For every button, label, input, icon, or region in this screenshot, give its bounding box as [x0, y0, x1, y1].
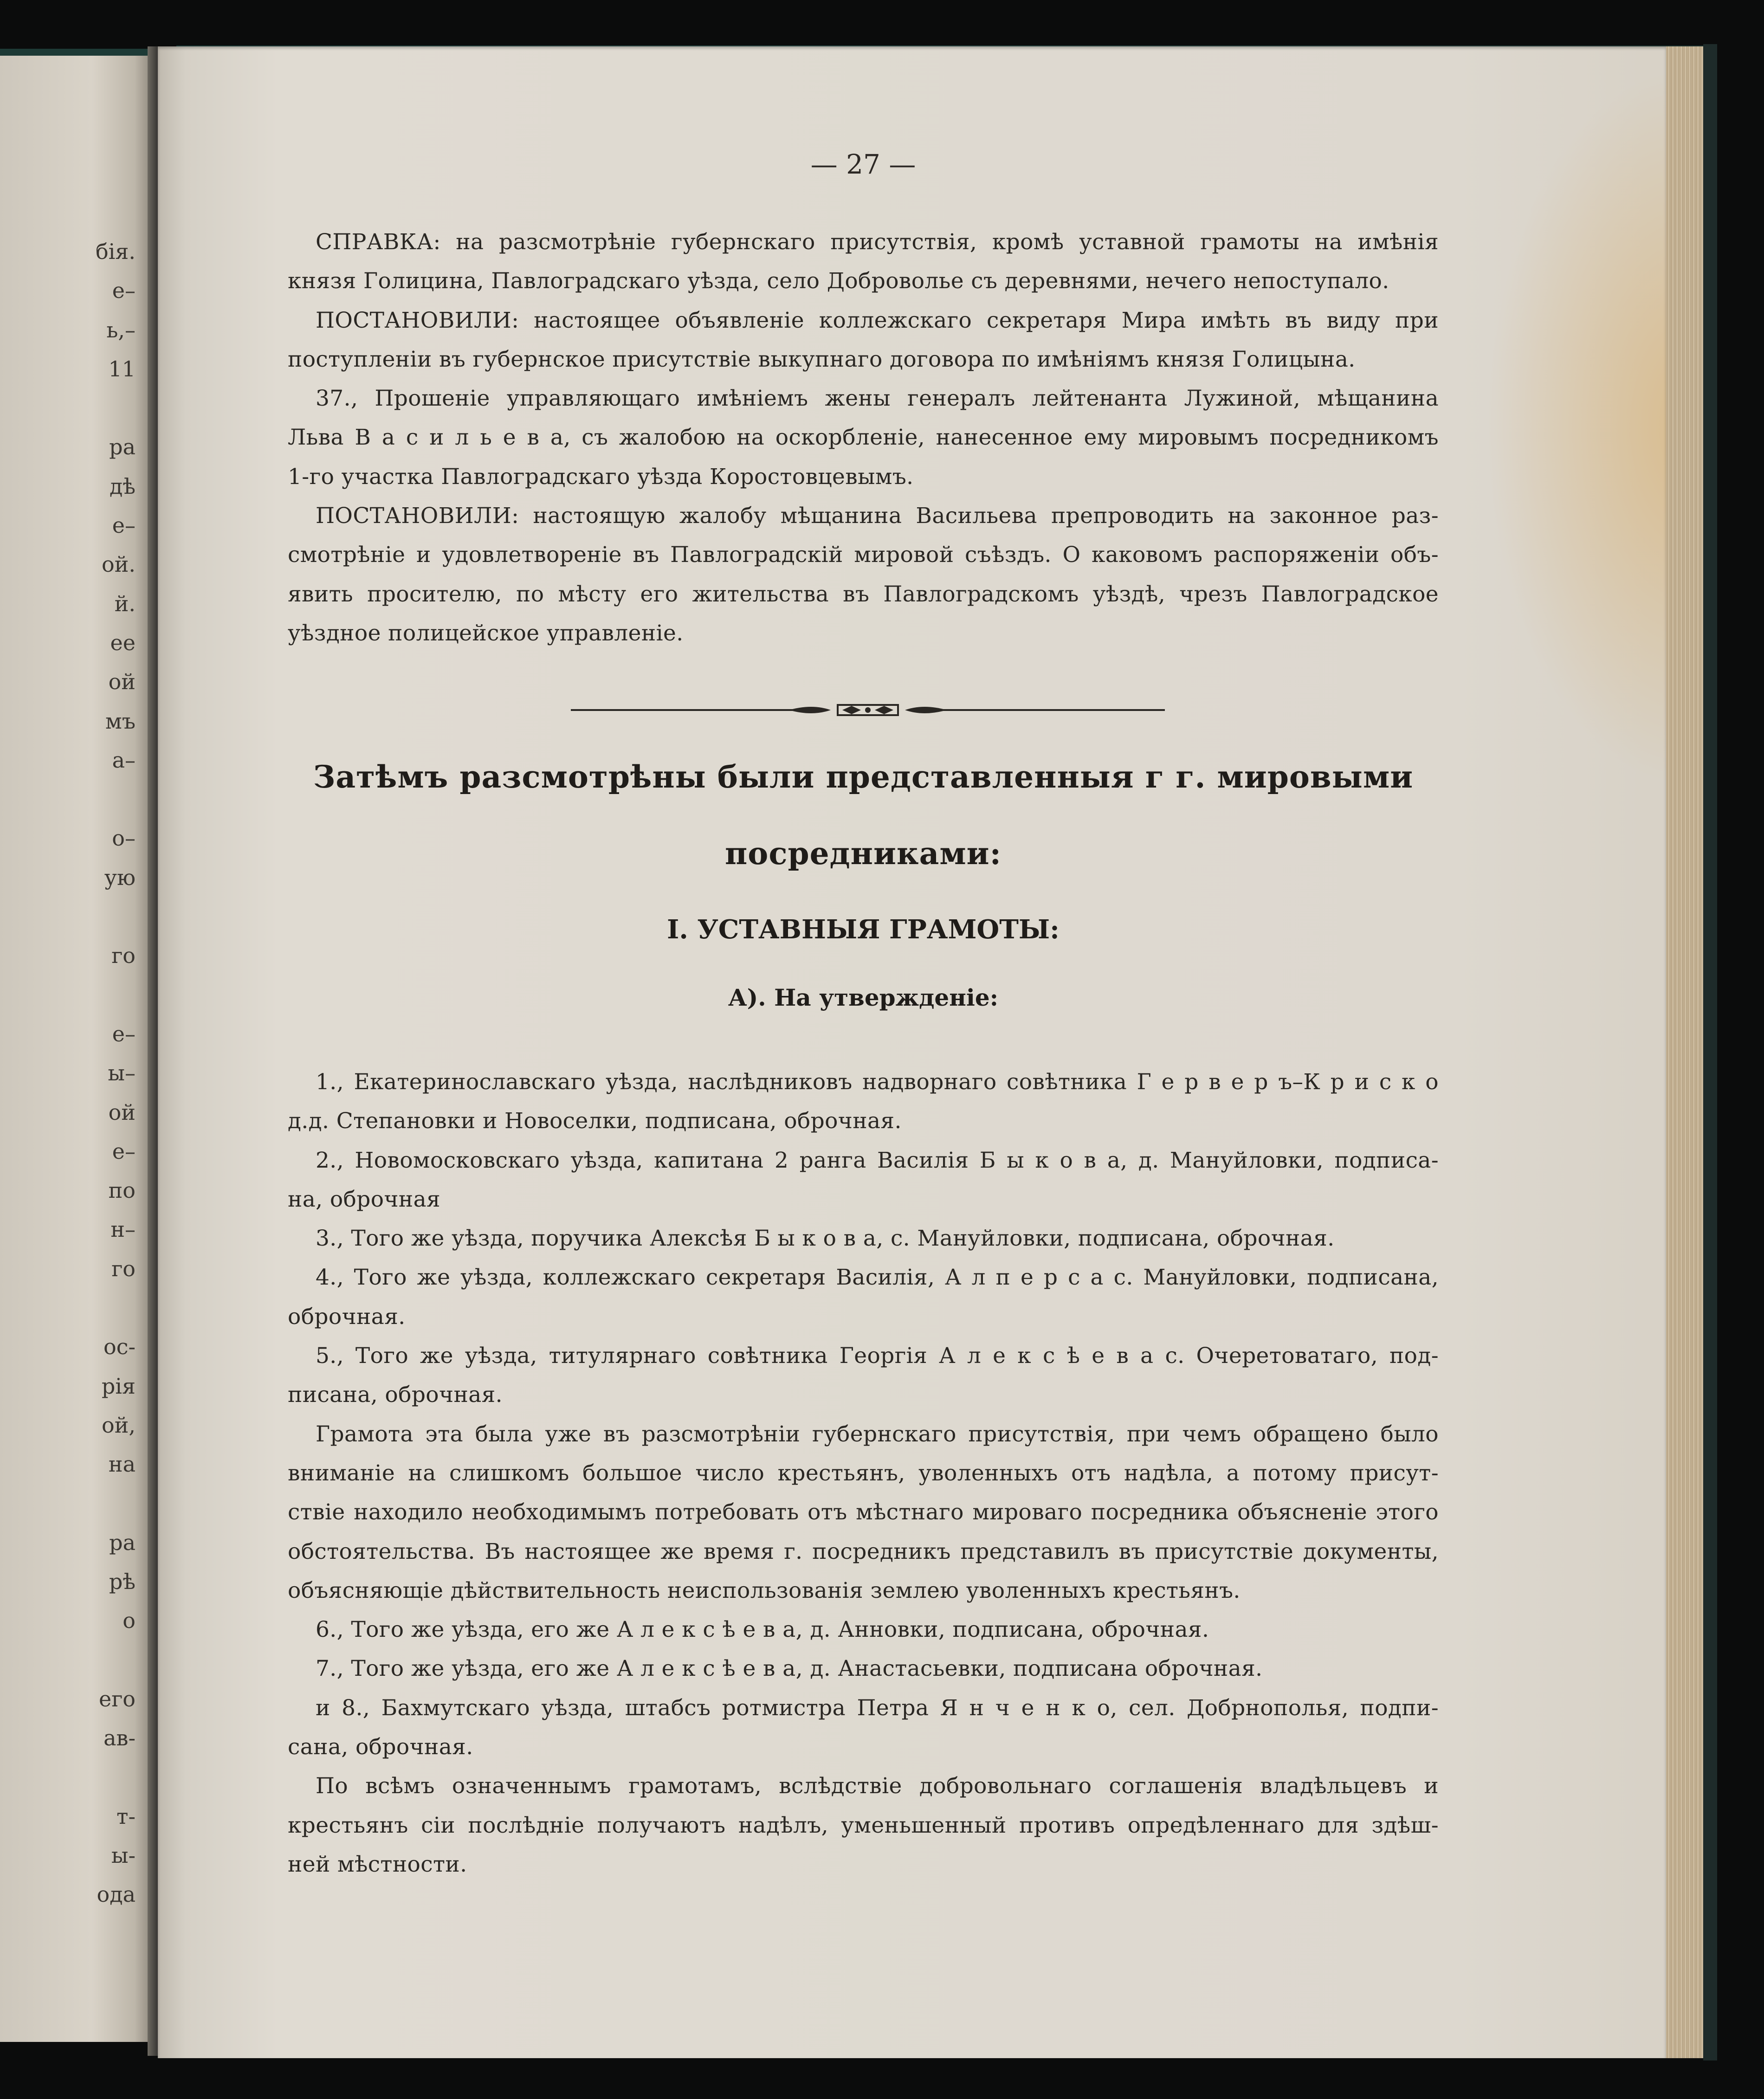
text-line: и 8., Бахмутскаго уѣзда, штабсъ ротмистра Петра Я н ч е н к о, сел. Добрнополья, подпи-: [316, 1695, 1439, 1721]
facing-page-fragment: е–: [112, 1021, 136, 1046]
facing-page-fragment: [0, 975, 139, 1014]
charter-entry: [288, 1337, 1439, 1415]
heading-section: I. УСТАВНЫЯ ГРАМОТЫ:: [667, 914, 1060, 945]
text-line: 6., Того же уѣзда, его же А л е к с ѣ е в а, д. Анновки, подписана, оброчная.: [316, 1617, 1209, 1643]
facing-page-fragment: е–: [112, 1138, 136, 1164]
text-line: оброчная.: [288, 1304, 406, 1330]
charter-entry: [288, 1219, 1439, 1258]
text-line: Льва В а с и л ь е в а, съ жалобою на оскорбленіе, нанесенное ему мировымъ посредникомъ: [288, 425, 1439, 451]
text-line: князя Голицина, Павлоградскаго уѣзда, село Доброволье съ деревнями, нечего непоступало.: [288, 268, 1389, 294]
facing-page-fragment: ой,: [102, 1412, 136, 1438]
charter-entry: [288, 1415, 1439, 1610]
text-line: уѣздное полицейское управленіе.: [288, 620, 684, 646]
facing-page-fragment: е–: [112, 513, 136, 538]
facing-page-fragment: ее: [110, 630, 136, 655]
facing-page-fragment: е–: [112, 278, 136, 304]
facing-page-fragment: [0, 388, 139, 427]
facing-page-fragment: [0, 780, 139, 819]
paragraph-postanovili-1: [288, 301, 1439, 380]
facing-page-fragment: а–: [112, 747, 136, 773]
facing-page-fragment: ы–: [108, 1060, 136, 1086]
text-line: По всѣмъ означеннымъ грамотамъ, вслѣдствіе добровольнаго соглашенія владѣльцевъ и: [316, 1773, 1439, 1799]
facing-page-fragment: 11: [108, 356, 136, 381]
text-line: 37., Прошеніе управляющаго имѣніемъ жены генералъ лейтенанта Лужиной, мѣщанина: [316, 386, 1439, 412]
text-line: сана, оброчная.: [288, 1734, 473, 1760]
charter-entry: [288, 1610, 1439, 1649]
charter-entry: [288, 1689, 1439, 1767]
facing-page-fragment: [0, 1484, 139, 1523]
text-line: 7., Того же уѣзда, его же А л е к с ѣ е в а, д. Анастасьевки, подписана оброчная.: [316, 1656, 1263, 1682]
page-block-edges: [1666, 46, 1703, 2058]
text-line: д.д. Степановки и Новоселки, подписана, оброчная.: [288, 1108, 902, 1134]
facing-page-fragment: ав-: [103, 1725, 136, 1751]
charter-entry: [288, 1649, 1439, 1688]
facing-page-fragment: ра: [109, 1530, 136, 1555]
cover-board-edge: [1703, 44, 1717, 2060]
facing-page-fragment: го: [111, 1256, 136, 1281]
facing-page-fragment: т-: [116, 1803, 136, 1829]
facing-page-fragment: й.: [114, 591, 136, 616]
paragraph-petition-37: [288, 379, 1439, 497]
text-line: 4., Того же уѣзда, коллежскаго секретаря Василія, А л п е р с а с. Мануйловки, подписана,: [316, 1265, 1439, 1291]
facing-page-fragment: [0, 1758, 139, 1797]
facing-page-fragment: ой.: [102, 552, 136, 577]
facing-page-fragment: ода: [97, 1882, 136, 1907]
text-line: 1-го участка Павлоградскаго уѣзда Коростовцевымъ.: [288, 464, 914, 490]
charter-entry: [288, 1141, 1439, 1220]
text-line: 5., Того же уѣзда, титулярнаго совѣтника Георгія А л е к с ѣ е в а с. Очеретоватаго, под-: [316, 1343, 1439, 1369]
charter-entry: [288, 1258, 1439, 1337]
facing-page-fragment: н–: [110, 1217, 136, 1242]
facing-page-fragment: его: [98, 1686, 136, 1711]
text-line: ней мѣстности.: [288, 1851, 467, 1877]
text-line: вниманіе на слишкомъ большое число крестьянъ, уволенныхъ отъ надѣла, а потому присут-: [288, 1460, 1439, 1486]
text-line: Грамота эта была уже въ разсмотрѣніи губернскаго присутствія, при чемъ обращено было: [316, 1421, 1439, 1447]
facing-page-fragment: о: [123, 1608, 136, 1634]
text-line: смотрѣніе и удовлетвореніе въ Павлоградскій мировой съѣздъ. О каковомъ распоряженіи объ-: [288, 542, 1439, 568]
facing-page-fragment: рѣ: [109, 1569, 136, 1595]
charters-list: [288, 1063, 1439, 1884]
facing-page-fragment: [0, 1288, 139, 1327]
heading-subsection: А). На утвержденіе:: [728, 984, 999, 1011]
facing-page-fragment: ы-: [111, 1843, 136, 1868]
text-line: 3., Того же уѣзда, поручика Алексѣя Б ы к о в а, с. Мануйловки, подписана, оброчная.: [316, 1226, 1335, 1252]
facing-page-fragment: ой: [108, 669, 136, 695]
charter-entry: [288, 1767, 1439, 1884]
text-line: поступленіи въ губернское присутствіе выкупнаго договора по имѣніямъ князя Голицына.: [288, 346, 1356, 372]
facing-page-fragment: ра: [109, 434, 136, 460]
facing-page-fragment: [0, 1640, 139, 1679]
text-line: 1., Екатеринославскаго уѣзда, наслѣдниковъ надворнаго совѣтника Г е р в е р ъ–К р и с к о: [316, 1069, 1439, 1095]
facing-page-fragment: ос-: [103, 1334, 136, 1360]
facing-page-line-endings: [0, 232, 139, 1914]
text-line: ПОСТАНОВИЛИ: настоящее объявленіе коллежскаго секретаря Мира имѣть въ виду при: [316, 307, 1439, 333]
text-line: СПРАВКА: на разсмотрѣніе губернскаго присутствія, кромѣ уставной грамоты на имѣнія: [316, 229, 1439, 255]
facing-page-fragment: ой: [108, 1099, 136, 1125]
facing-page-fragment: го: [111, 943, 136, 969]
text-line: ПОСТАНОВИЛИ: настоящую жалобу мѣщанина Васильева препроводить на законное раз-: [316, 503, 1439, 529]
facing-page-strip: [0, 56, 153, 2042]
text-line: обстоятельства. Въ настоящее же время г. посредникъ представилъ въ присутствіе документы,: [288, 1538, 1439, 1564]
text-line: 2., Новомосковскаго уѣзда, капитана 2 ранга Василія Б ы к о в а, д. Мануйловки, подписа-: [316, 1147, 1439, 1173]
text-line: на, оброчная: [288, 1186, 441, 1212]
text-line: явить просителю, по мѣсту его жительства въ Павлоградскомъ уѣздѣ, чрезъ Павлоградское: [288, 581, 1439, 607]
facing-page-fragment: на: [108, 1452, 136, 1477]
facing-page-fragment: ь,–: [106, 317, 136, 342]
facing-page-fragment: о–: [112, 826, 136, 851]
paragraph-spravka: [288, 223, 1439, 301]
text-line: ствіе находило необходимымъ потребовать отъ мѣстнаго мироваго посредника объясненіе этого: [288, 1499, 1439, 1525]
facing-page-fragment: ую: [104, 865, 136, 890]
ornamental-divider: [571, 701, 1165, 719]
page-number: — 27 —: [810, 149, 916, 180]
facing-page-fragment: рія: [101, 1373, 136, 1399]
charter-entry: [288, 1063, 1439, 1141]
heading-main-line1: Затѣмъ разсмотрѣны были представленныя г г. мировыми: [313, 759, 1414, 795]
facing-page-fragment: мъ: [105, 708, 136, 734]
facing-page-fragment: по: [108, 1178, 136, 1203]
text-line: объясняющіе дѣйствительность неиспользованія землею уволенныхъ крестьянъ.: [288, 1577, 1241, 1603]
facing-page-fragment: бія.: [95, 239, 136, 264]
text-line: писана, оброчная.: [288, 1382, 503, 1408]
facing-page-fragment: дѣ: [109, 473, 136, 499]
text-line: крестьянъ сіи послѣдніе получаютъ надѣлъ, уменьшенный противъ опредѣленнаго для здѣш-: [288, 1812, 1439, 1838]
facing-page-fragment: [0, 897, 139, 936]
paragraph-postanovili-2: [288, 497, 1439, 653]
heading-main-line2: посредниками:: [725, 835, 1002, 872]
